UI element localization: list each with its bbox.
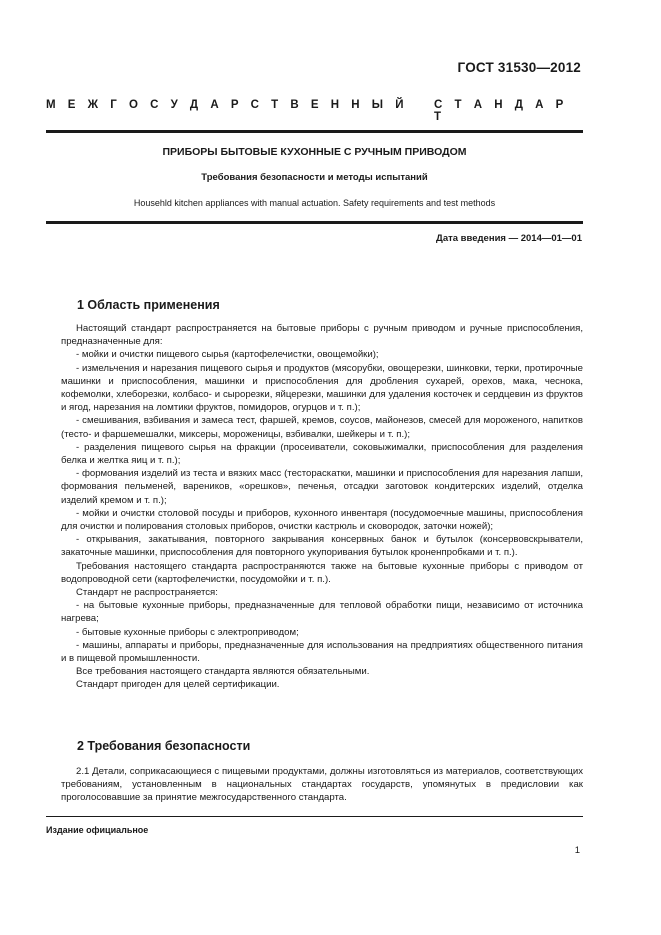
list-item: - мойки и очистки пищевого сырья (картофелечистки, овощемойки); (76, 349, 379, 361)
page-number: 1 (574, 845, 580, 856)
list-item: - мойки и очистки столовой посуды и приборов, кухонного инвентаря (посудомоечные машины, приспособления для очистки и полирования столовых приборов, очистки кастрюль и сковородок, заточки ножей); (61, 507, 583, 533)
document-title-english: Househld kitchen appliances with manual actuation. Safety requirements and test methods (133, 198, 496, 208)
document-subtitle: Требования безопасности и методы испытаний (201, 172, 428, 183)
paragraph: Стандарт не распространяется: (76, 587, 218, 599)
paragraph: Стандарт пригоден для целей сертификации. (76, 679, 280, 691)
list-item: - измельчения и нарезания пищевого сырья и продуктов (мясорубки, овощерезки, шинковки, терки, протирочные машинки и приспособления, машинки и приспособления для дробления сухарей, орехов, мака, чеснока, кофемолки, хлеборезки, колбасо- и сырорезки, яйцерезки, машинки для удаления косточек и сердцевин из фруктов и ягод, нарезания на ломтики фруктов, помидоров, огурцов и т. п.); (61, 362, 583, 414)
introduction-date: Дата введения — 2014—01—01 (436, 233, 582, 244)
list-item: - бытовые кухонные приборы с электроприводом; (76, 626, 299, 638)
paragraph: Требования настоящего стандарта распространяются также на бытовые кухонные приборы с приводом от водопроводной сети (картофелечистки, посудомойки и т. п.). (61, 560, 583, 585)
list-item: - машины, аппараты и приборы, предназначенные для использования на предприятиях общественного питания и в пищевой промышленности. (61, 639, 583, 665)
section-2-body (61, 765, 583, 805)
banner-gap (408, 99, 434, 123)
standard-type-word-2: С Т А Н Д А Р Т (434, 99, 564, 123)
title-divider (46, 221, 583, 224)
list-item: - открывания, закатывания, повторного закрывания консервных банок и бутылок (консервовскрыватели, закаточные машинки, приспособления для повторного укупоривания бутылок кроненпробками и т. п.). (61, 534, 583, 559)
edition-note: Издание официальное (46, 825, 149, 835)
list-item: - на бытовые кухонные приборы, предназначенные для тепловой обработки пищи, независимо от источника нагрева; (61, 600, 583, 625)
section-1-body (61, 322, 583, 692)
paragraph: Настоящий стандарт распространяется на бытовые приборы с ручным приводом и ручные приспособления, предназначенные для: (61, 323, 583, 348)
paragraph: Все требования настоящего стандарта являются обязательными. (76, 666, 370, 678)
list-item: - формования изделий из теста и вязких масс (тестораскатки, машинки и приспособления для нарезания лапши, формования пельменей, вареников, «орешков», печенья, отсадки заготовок кондитерских изделий, отделка изделий кремом и т. п.); (61, 468, 583, 506)
list-item: - смешивания, взбивания и замеса тест, фаршей, кремов, соусов, майонезов, смесей для мороженого, напитков (тесто- и фаршемешалки, миксеры, мороженицы, взбивалки, шейкеры и т. п.); (61, 415, 583, 440)
document-code: ГОСТ 31530—2012 (457, 60, 581, 75)
paragraph: 2.1 Детали, соприкасающиеся с пищевыми продуктами, должны изготовляться из материалов, соответствующих требованиям, установленным в национальных стандартах государств, упомянутых в предисловии как проголосовавшие за принятие межгосударственного стандарта. (61, 766, 583, 804)
footer-divider (46, 816, 583, 817)
standard-type-banner (46, 99, 582, 123)
section-2-heading: 2 Требования безопасности (77, 739, 251, 753)
list-item: - разделения пищевого сырья на фракции (просеиватели, соковыжималки, приспособления для разделения белка и желтка яиц и т. п.); (61, 441, 583, 467)
header-divider (46, 130, 583, 133)
section-1-heading: 1 Область применения (77, 298, 220, 312)
document-title: ПРИБОРЫ БЫТОВЫЕ КУХОННЫЕ С РУЧНЫМ ПРИВОДОМ (162, 146, 467, 158)
standard-type-word-1: М Е Ж Г О С У Д А Р С Т В Е Н Н Ы Й (46, 99, 404, 111)
